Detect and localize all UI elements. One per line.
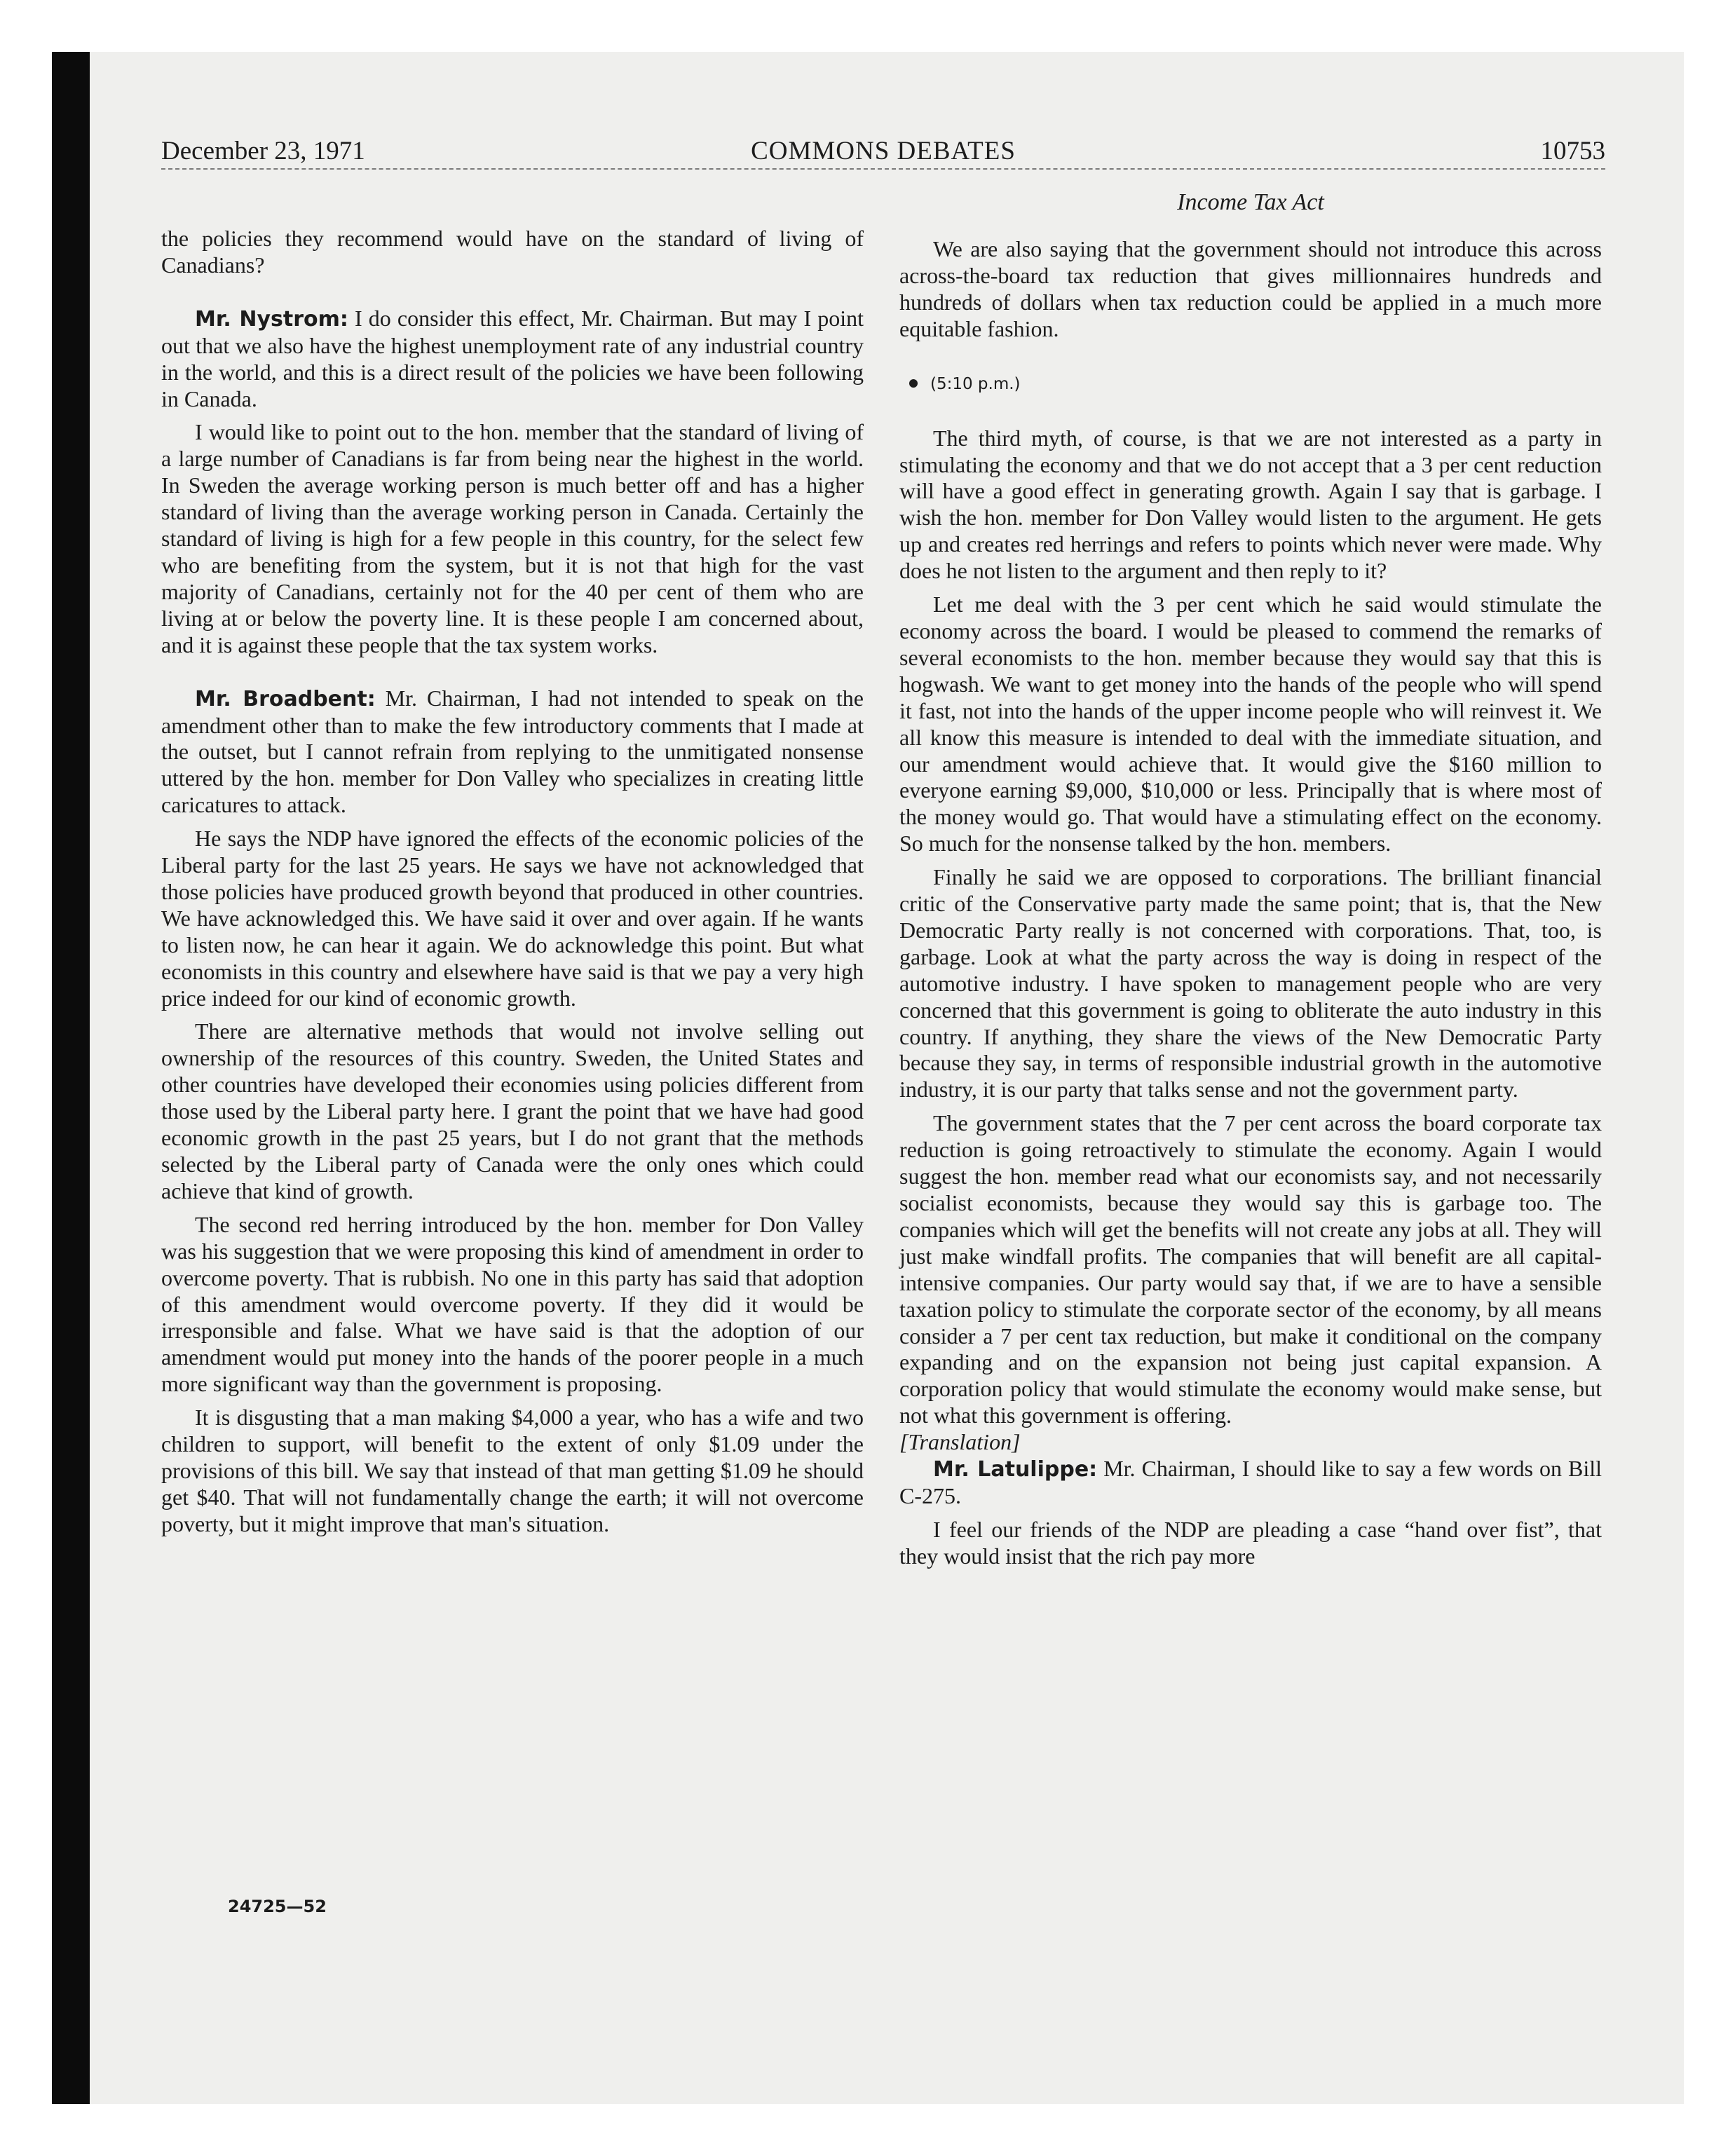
paragraph: The second red herring introduced by the hon. member for Don Valley was his suggestion that we were proposing this kind of amendment in order to overcome poverty. That is rubbish. No one in this party has said that adoption of this amendment would overcome poverty. If they did it would be irresponsible and false. What we have said is that the adoption of our amendment would put money into the hands of the poorer people in a much more significant way than the government is proposing. [161, 1211, 864, 1397]
time-stamp-text: (5:10 p.m.) [930, 374, 1021, 393]
paragraph: He says the NDP have ignored the effects of the economic policies of the Liberal party for the last 25 years. He says we have not acknowledged that those policies have produced growth beyond that produced in other countries. We have acknowledged this. We have said it over and over again. If he wants to listen now, he can hear it again. We do acknowledge this point. But what economists in this country and elsewhere have said is that we pay a very high price indeed for our kind of economic growth. [161, 826, 864, 1011]
bullet-icon [909, 379, 918, 388]
speaker-name: Mr. Nystrom: [195, 306, 348, 332]
signature-mark: 24725—52 [228, 1897, 327, 1916]
paragraph: I would like to point out to the hon. member that the standard of living of a large number of Canadians is far from being near the highest in the world. In Sweden the average working person is much better off and has a higher standard of living than the average working person in Canada. Certainly the standard of living is high for a few people in this country, for the select few who are benefiting from the system, but it is not that high for the vast majority of Canadians, certainly not for the 40 per cent of them who are living at or below the poverty line. It is these people I am concerned about, and it is against these people that the tax system works. [161, 419, 864, 657]
section-title: Income Tax Act [1177, 189, 1324, 215]
translation-label: [Translation] [899, 1429, 1021, 1455]
right-column [899, 236, 1602, 1570]
speech-paragraph [161, 306, 864, 413]
speech-text: Mr. Chairman, I had not intended to speak on the amendment other than to make the few introductory comments that I made at the outset, but I cannot refrain from replying to the unmitigated nonsense uttered by the hon. member for Don Valley who specializes in creating little caricatures to attack. [161, 685, 864, 818]
speech-paragraph [899, 1456, 1602, 1510]
time-stamp [899, 374, 1602, 395]
speaker-name: Mr. Latulippe: [933, 1457, 1098, 1482]
paragraph: The third myth, of course, is that we are not interested as a party in stimulating the economy and that we do not accept that a 3 per cent reduction will have a good effect in generating growth. Again I say that is garbage. I wish the hon. member for Don Valley would listen to the argument. He gets up and creates red herrings and refers to points which never were made. Why does he not listen to the argument and then reply to it? [899, 425, 1602, 584]
page-number: 10753 [1540, 137, 1605, 165]
paragraph: There are alternative methods that would not involve selling out ownership of the resources of this country. Sweden, the United States and other countries have developed their economies using policies different from those used by the Liberal party here. I grant the point that we have had good economic growth in the past 25 years, but I do not grant that the methods selected by the Liberal party of Canada were the only ones which could achieve that kind of growth. [161, 1018, 864, 1203]
header-title: COMMONS DEBATES [751, 137, 1016, 165]
speech-text: I do consider this effect, Mr. Chairman. But may I point out that we also have the highest unemployment rate of any industrial country in the world, and this is a direct result of the policies we have been following in Canada. [161, 305, 864, 411]
paragraph: I feel our friends of the NDP are pleading a case “hand over fist”, that they would insist that the rich pay more [899, 1516, 1602, 1569]
paragraph: It is disgusting that a man making $4,000 a year, who has a wife and two children to support, will benefit to the extent of only $1.09 under the provisions of this bill. We say that instead of that man getting $1.09 he should get $40. That will not fundamentally change the earth; it will not overcome poverty, but it might improve that man's situation. [161, 1405, 864, 1536]
paragraph: The government states that the 7 per cent across the board corporate tax reduction is going retroactively to stimulate the economy. Again I would suggest the hon. member read what our economists say, and not necessarily socialist economists, because they would say this is garbage too. The companies which will get the benefits will not create any jobs at all. They will just make windfall profits. The companies that will benefit are all capital-intensive companies. Our party would say that, if we are to have a sensible taxation policy to stimulate the corporate sector of the economy, by all means consider a 7 per cent tax reduction, but make it conditional on the company expanding and on the expansion not being just capital expansion. A corporation policy that would stimulate the economy would make sense, but not what this government is offering. [899, 1110, 1602, 1428]
running-head [161, 135, 1605, 170]
speech-text: Mr. Chairman, I should like to say a few words on Bill C-275. [899, 1456, 1603, 1508]
paragraph: Finally he said we are opposed to corporations. The brilliant financial critic of the Conservative party made the same point; that is, that the New Democratic Party really is not concerned with corporations. That, too, is garbage. Look at what the party across the way is doing in respect of the automotive industry. I have spoken to management people who are very concerned that this government is going to obliterate the auto industry in this country. If anything, they share the views of the New Democratic Party because they say, in terms of responsible industrial growth in the automotive industry, it is our party that talks sense and not the government party. [899, 864, 1602, 1103]
paragraph: the policies they recommend would have on the standard of living of Canadians? [161, 226, 864, 278]
header-date: December 23, 1971 [161, 137, 365, 165]
scan-binding-edge [52, 52, 90, 2104]
paragraph: We are also saying that the government should not introduce this across across-the-board tax reduction that gives millionnaires hundreds and hundreds of dollars when tax reduction could be applied in a much more equitable fashion. [899, 236, 1602, 341]
paragraph: Let me deal with the 3 per cent which he said would stimulate the economy across the board. I would be pleased to commend the remarks of several economists to the hon. member because they would say that this is hogwash. We want to get money into the hands of the people who will spend it fast, not into the hands of the upper income people who will reinvest it. We all know this measure is intended to deal with the immediate situation, and our amendment would achieve that. It would give the $160 million to everyone earning $9,000, $10,000 or less. Principally that is where most of the money would go. That would have a stimulating effect on the economy. So much for the nonsense talked by the hon. members. [899, 592, 1602, 857]
speech-paragraph [161, 685, 864, 819]
left-column [161, 226, 864, 1538]
speaker-name: Mr. Broadbent: [195, 686, 376, 711]
